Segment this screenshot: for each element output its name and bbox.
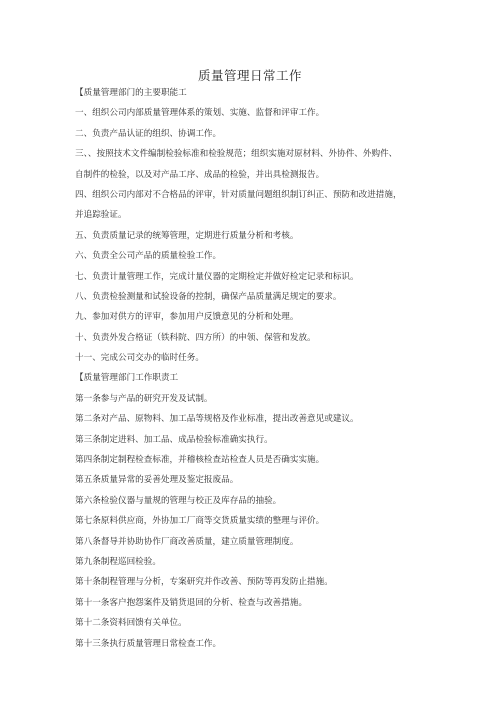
duty-item-6: 第六条检验仪器与量规的管理与校正及库存品的抽验。: [75, 495, 282, 506]
duty-item-7: 第七条原料供应商，外协加工厂商等交货质量实绩的整理与评价。: [75, 516, 325, 527]
duty-item-9: 第九条制程巡回检验。: [75, 556, 161, 567]
function-item-1: 一、组织公司内部质量管理体系的策划、实施、监督和评审工作。: [75, 108, 325, 119]
function-item-8: 八、负责检验测量和试验设备的控制，确保产品质量满足规定的要求。: [75, 291, 342, 302]
function-item-7: 七、负责计量管理工作，完成计量仪器的定期检定并做好检定记录和标识。: [75, 271, 359, 282]
duty-item-4: 第四条制定制程检查标准，并稽核检查站检查人员是否确实实施。: [75, 455, 325, 466]
section-heading-functions: 【质量管理部门的主要职能工: [75, 88, 187, 98]
document-title: 质量管理日常工作: [197, 68, 302, 83]
function-item-4-line-2: 并追踪验证。: [75, 210, 127, 221]
function-item-9: 九、参加对供方的评审，参加用户反馈意见的分析和处理。: [75, 312, 299, 323]
document-body: [75, 88, 435, 650]
function-item-2: 二、负责产品认证的组织、协调工作。: [75, 128, 222, 139]
function-item-3-line-2: 自制件的检验，以及对产品工序、成品的检验，并出具检测报告。: [75, 169, 325, 180]
function-item-4-line-1: 四、组织公司内部对不合格品的评审，针对质量问题组织制订纠正、预防和改进措施，: [75, 189, 402, 200]
duty-item-12: 第十二条资料回馈有关单位。: [75, 618, 187, 629]
duty-item-13: 第十三条执行质量管理日常检查工作。: [75, 638, 222, 649]
section-heading-duties: 【质量管理部门工作职责工: [75, 373, 179, 384]
function-item-11: 十一、完成公司交办的临时任务。: [75, 353, 204, 364]
duty-item-2: 第二条对产品、原物料、加工品等规格及作业标准，提出改善意见或建议。: [75, 414, 359, 425]
duty-item-1: 第一条参与产品的研究开发及试制。: [75, 393, 213, 404]
function-item-10: 十、负责外发合格证（铁科院、四方所）的申领、保管和发放。: [75, 332, 316, 343]
function-item-3-line-1: 三、、按照技术文件编制检验标准和检验规范；组织实施对原材料、外协件、外购件、: [75, 149, 398, 160]
duty-item-8: 第八条督导并协助协作厂商改善质量，建立质量管理制度。: [75, 536, 299, 547]
function-item-6: 六、负责全公司产品的质量检验工作。: [75, 251, 222, 262]
duty-item-3: 第三条制定进料、加工品、成品检验标准确实执行。: [75, 434, 273, 445]
duty-item-11: 第十一条客户抱怨案件及销货退回的分析、检查与改善措施。: [75, 597, 308, 608]
duty-item-10: 第十条制程管理与分析，专案研究并作改善、预防等再发防止措施。: [75, 577, 333, 588]
function-item-5: 五、负责质量记录的统筹管理，定期进行质量分析和考核。: [75, 230, 299, 241]
duty-item-5: 第五条质量异常的妥善处理及鉴定报废品。: [75, 475, 239, 486]
